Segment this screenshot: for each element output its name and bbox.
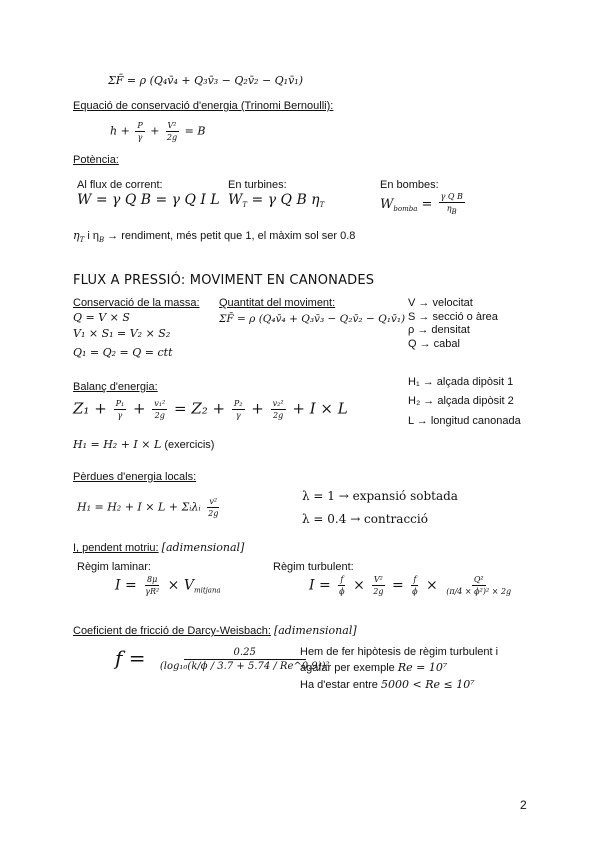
laminar-equation: I = $\frac{8\mu}{\text{γR²}}$ × $V_{mitjana}$	[115, 575, 221, 596]
moviment-title: Quantitat del moviment:	[219, 297, 336, 309]
force-equation: ΣF̄ = ρ (Q₄v̄₄ + Q₃v̄₃ − Q₂v̄₂ − Q₁v̄₁)	[108, 74, 304, 87]
massa-title: Conservació de la massa:	[73, 297, 200, 309]
legend-velocitat: V → velocitat	[408, 297, 473, 309]
page-number: 2	[520, 798, 527, 812]
massa-eq1: Q = V × S	[73, 311, 130, 324]
lambda-contraccio: λ = 0.4 → contracció	[302, 512, 428, 526]
legend-densitat: ρ → densitat	[408, 324, 470, 336]
balanc-h-equation: H₁ = H₂ + I × L (exercicis)	[73, 438, 215, 451]
lambda-expansio: λ = 1 → expansió sobtada	[302, 489, 458, 503]
legend-h1: H₁ → alçada dipòsit 1	[408, 376, 514, 388]
darcy-title-row: Coeficient de fricció de Darcy-Weisbach: [adimensional]	[73, 624, 357, 637]
laminar-label: Règim laminar:	[77, 561, 151, 573]
darcy-note1: Hem de fer hipòtesis de règim turbulent i	[300, 646, 499, 658]
flux-label: Al flux de corrent:	[77, 179, 163, 191]
turbulent-label: Règim turbulent:	[273, 561, 354, 573]
perdues-title: Pèrdues d'energia locals:	[73, 471, 197, 483]
darcy-note3: Ha d'estar entre 5000 < Re ≤ 10⁷	[300, 678, 475, 691]
turbines-equation: $W_T = \gamma$ Q B $\eta_T$	[228, 192, 325, 209]
bombes-label: En bombes:	[380, 179, 439, 191]
legend-seccio: S → secció o àrea	[408, 311, 498, 323]
massa-eq3: Q₁ = Q₂ = Q = ctt	[73, 346, 173, 359]
bernoulli-equation: h + $\frac{P}{\gamma}$ + $\frac{\text{V²}}{2g}$ = B	[110, 121, 206, 142]
darcy-equation: f = $\frac{0.25}{\text{(log₁₀(k/ϕ / 3.7 + 5.74 / Re\textasciicircum{}0.9))²}}$	[115, 646, 330, 672]
balanc-equation: Z₁ + $\frac{\text{P₁}}{\gamma}$ + $\frac{\text{v₁²}}{2g}$ = Z₂ + $\frac{\text{P₂}}{\gamma}$ + $\frac{\text{v₂²}}{2g}$ + I × L	[73, 399, 348, 420]
turbines-label: En turbines:	[228, 179, 287, 191]
perdues-equation: H₁ = H₂ + I × L + Σᵢλᵢ $\frac{\text{v²}}{2g}$	[77, 497, 219, 518]
potencia-title: Potència:	[73, 154, 119, 166]
massa-eq2: V₁ × S₁ = V₂ × S₂	[73, 327, 171, 340]
moviment-eq: ΣF̄ = ρ (Q₄v̄₄ + Q₃v̄₃ − Q₂v̄₂ − Q₁v̄₁)	[219, 313, 406, 325]
balanc-title: Balanç d'energia:	[73, 381, 158, 393]
legend-h2: H₂ → alçada dipòsit 2	[408, 395, 514, 407]
turbulent-equation: I = $\frac{f}{\phi}$ × $\frac{\text{V²}}{2g}$ = $\frac{f}{\phi}$ × $\frac{\text{Q²}}{\text{(π/4 × ϕ²)² × 2g}}$	[309, 575, 512, 596]
pendent-title-row: I, pendent motriu: [adimensional]	[73, 541, 245, 554]
flux-equation: W = γ Q B = γ Q I L	[77, 192, 220, 208]
legend-cabal: Q → cabal	[408, 338, 460, 350]
legend-l: L → longitud canonada	[408, 415, 521, 427]
bernoulli-title: Equació de conservació d'energia (Trinomi Bernoulli):	[73, 100, 334, 112]
rendiment-note: $\eta_T$ i $\eta_B$ → rendiment, més petit que 1, el màxim sol ser 0.8	[73, 229, 356, 244]
darcy-note2: agafar per exemple Re = 10⁷	[300, 661, 448, 674]
section-heading: FLUX A PRESSIÓ: MOVIMENT EN CANONADES	[73, 273, 375, 288]
bombes-equation: $W_{bomba}$ = $\frac{\text{γ Q B}}{\eta B}$	[380, 192, 463, 216]
